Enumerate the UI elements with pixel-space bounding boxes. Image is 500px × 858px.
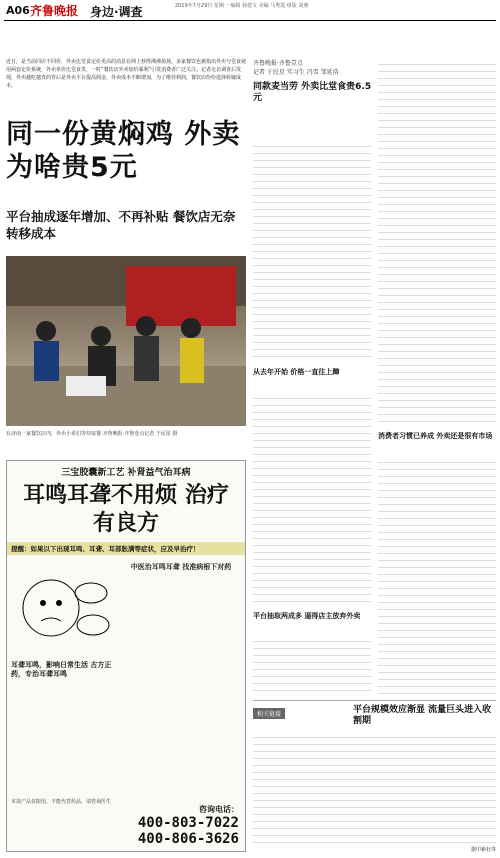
cartoon-person-icon [11,563,111,653]
section-heading-2: 从去年开始 价格一直往上蹿 [253,368,340,376]
news-photo [6,256,246,426]
section-heading-3: 平台抽取两成多 逼得店主放弃外卖 [253,612,361,620]
newspaper-logo: 齐鲁晚报 [30,4,79,18]
page-code: A06 [6,4,30,17]
body-text-block-2 [253,392,371,607]
right-column-top [253,58,373,104]
ad-headline: 耳鸣耳聋不用烦 治疗有良方 [23,483,229,536]
ad-illustration [7,559,117,683]
body-text-block-1 [253,140,371,360]
related-tag: 相关链接 [253,708,285,719]
issue-meta: 2019年7月29日 星期一 编辑 孙建文 美编 马秀霞 组版 刘燕 [175,3,309,9]
photo-caption [6,430,246,437]
subheadline: 平台抽成逐年增加、不再补贴 餐饮店无奈转移成本 [6,209,236,241]
photo-illustration [6,256,246,426]
caption-text: 在济南一家餐饮店内，外卖小哥们等待取餐 [6,431,102,437]
header-rule [4,20,496,21]
ad-hotline-label: 咨询电话： [199,805,239,814]
advertisement [6,460,246,852]
related-signature: 据中新社等 [470,847,496,853]
article-kicker: 齐鲁晚报·齐鲁壹点 [253,60,303,67]
body-text-block-4 [378,58,496,428]
ad-banner: 提醒：如果以下出现耳鸣、耳聋、耳部胀满等症状，应及早治疗！ [7,542,245,555]
related-headline: 平台规模效应渐显 流量巨头进入收割期 [353,705,492,726]
ad-tagline: 三宝胶囊新工艺 补肾益气治耳病 [61,468,191,478]
ad-sub-title: 耳聋耳鸣，影响日常生活 古方正药，专治耳聋耳鸣 [11,661,112,678]
related-link-box [253,700,496,855]
main-headline: 同一份黄焖鸡 外卖为啥贵5元 [6,119,241,183]
ad-footer: 本款产品仅限用，不能代替药品，请咨询医生 [11,799,112,805]
related-body-text [253,731,496,843]
article-headline: 同款麦当劳 外卖比堂食贵6.5元 [253,82,372,103]
body-text-block-3 [253,635,371,693]
caption-credit: 齐鲁晚报·齐鲁壹点记者 于民星 摄 [102,431,178,437]
ad-phone-2: 400-806-3626 [137,831,239,847]
ad-phone-1: 400-803-7022 [137,815,239,831]
section-title: 身边·调查 [90,5,143,19]
lead-paragraph: 近日，是当前同店不同价，外卖比堂食定价更高的消息在网上炒得沸沸扬扬。多家餐饮也被指出外卖与堂食使用两套定价系统，外卖单价比堂食贵，一时“餐饮店外卖加价暴利”引发消费者广泛关注。记者走访调查后发现，外卖越吃越贵的背后是外卖平台提高佣金，外卖成本不断增加，为了维持利润，餐饮店纷纷选择转嫁成本。 [6,59,247,89]
section-heading-4: 消费者习惯已养成 外卖还是很有市场 [378,432,493,440]
article-reporters: 记者 于民星 实习生 冯雪 邹延浩 [253,69,339,76]
ad-note-title: 中医治耳鸣耳聋 找准病根下对药 [130,563,232,571]
body-text-block-5 [378,456,496,694]
